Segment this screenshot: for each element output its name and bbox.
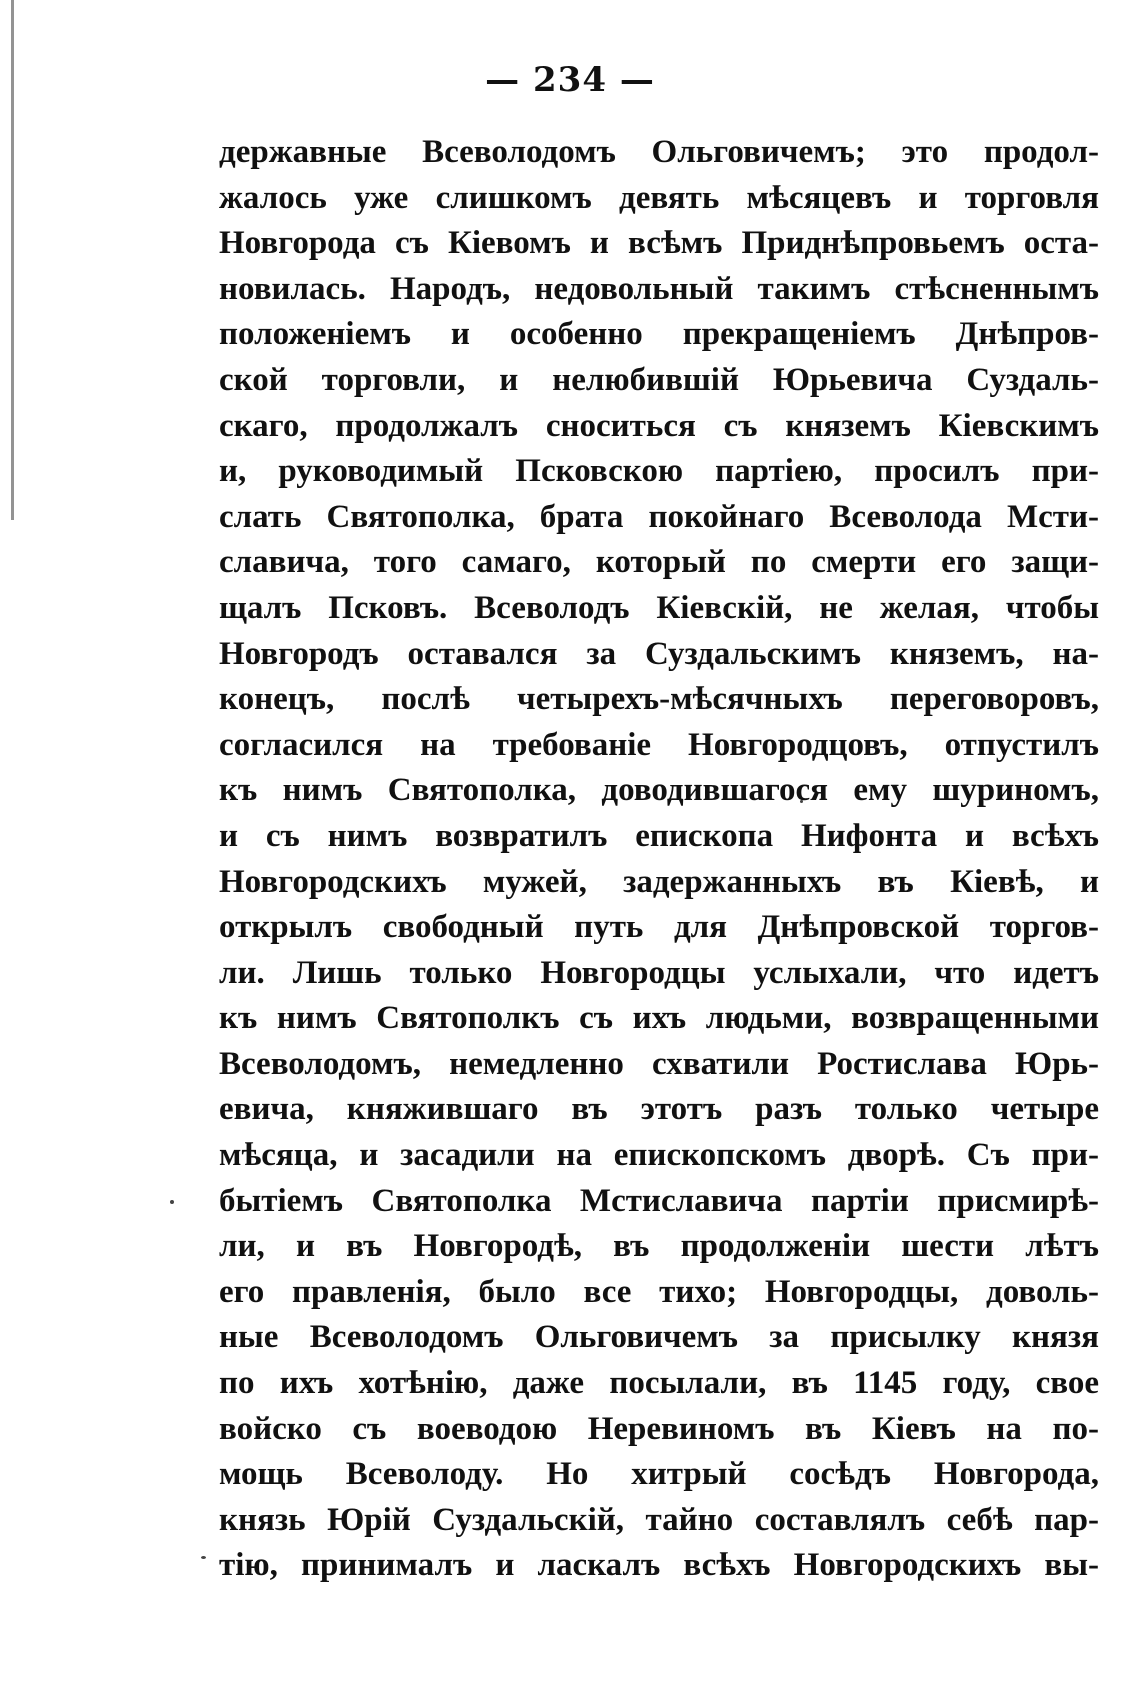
text-line: мощь Всеволоду. Но хитрый сосѣдъ Новгорода, xyxy=(219,1456,1099,1493)
page-number: — 234 — xyxy=(485,60,655,100)
print-speck xyxy=(170,1200,174,1204)
text-line: и, руководимый Псковскою партіею, просилъ при- xyxy=(219,453,1099,490)
text-line: открылъ свободный путь для Днѣпровской торгов- xyxy=(219,909,1099,946)
text-line: жалось уже слишкомъ девять мѣсяцевъ и торговля xyxy=(219,179,1099,216)
text-line: по ихъ хотѣнію, даже посылали, въ 1145 году, свое xyxy=(219,1365,1099,1402)
text-line: ные Всеволодомъ Ольговичемъ за присылку князя xyxy=(219,1319,1099,1356)
text-line: конецъ, послѣ четырехъ-мѣсячныхъ переговоровъ, xyxy=(219,681,1099,718)
text-line: положеніемъ и особенно прекращеніемъ Днѣпров- xyxy=(219,316,1099,353)
text-line: евича, княжившаго въ этотъ разъ только четыре xyxy=(219,1091,1099,1128)
text-line: войско съ воеводою Неревиномъ въ Кіевъ на по- xyxy=(219,1410,1099,1447)
text-line: бытіемъ Святополка Мстиславича партіи присмирѣ- xyxy=(219,1182,1099,1219)
text-line: согласился на требованіе Новгородцовъ, отпустилъ xyxy=(219,726,1099,763)
text-line: мѣсяца, и засадили на епископскомъ дворѣ. Съ при- xyxy=(219,1137,1099,1174)
text-line: славича, того самаго, который по смерти его защи- xyxy=(219,544,1099,581)
text-line: Новгородскихъ мужей, задержанныхъ въ Кіевѣ, и xyxy=(219,863,1099,900)
text-line: державные Всеволодомъ Ольговичемъ; это продол- xyxy=(219,134,1099,170)
text-line: слать Святополка, брата покойнаго Всеволода Мсти- xyxy=(219,498,1099,535)
text-line: и съ нимъ возвратилъ епископа Нифонта и всѣхъ xyxy=(219,817,1099,854)
text-line: Новгородъ оставался за Суздальскимъ княземъ, на- xyxy=(219,635,1099,672)
text-line: его правленія, было все тихо; Новгородцы, доволь- xyxy=(219,1273,1099,1310)
text-line: ли. Лишь только Новгородцы услыхали, что идетъ xyxy=(219,954,1099,991)
text-line: скаго, продолжалъ сноситься съ княземъ Кіевскимъ xyxy=(219,407,1099,444)
body-text xyxy=(219,130,1099,1589)
text-line: тію, принималъ и ласкалъ всѣхъ Новгородскихъ вы- xyxy=(219,1547,1099,1584)
text-line: ли, и въ Новгородѣ, въ продолженіи шести лѣтъ xyxy=(219,1228,1099,1265)
text-line: ской торговли, и нелюбившій Юрьевича Суздаль- xyxy=(219,361,1099,398)
text-line: Новгорода съ Кіевомъ и всѣмъ Приднѣпровьемъ оста- xyxy=(219,225,1099,262)
text-line: щалъ Псковъ. Всеволодъ Кіевскій, не желая, чтобы xyxy=(219,589,1099,626)
text-line: къ нимъ Святополкъ съ ихъ людьми, возвращенными xyxy=(219,1000,1099,1037)
text-line: новилась. Народъ, недовольный такимъ стѣсненнымъ xyxy=(219,270,1099,307)
text-line: Всеволодомъ, немедленно схватили Ростислава Юрь- xyxy=(219,1045,1099,1082)
text-line: къ нимъ Святополка, доводившагося ему шуриномъ, xyxy=(219,772,1099,809)
print-speck xyxy=(201,1556,206,1559)
text-line: князь Юрій Суздальскій, тайно составлялъ себѣ пар- xyxy=(219,1501,1099,1538)
